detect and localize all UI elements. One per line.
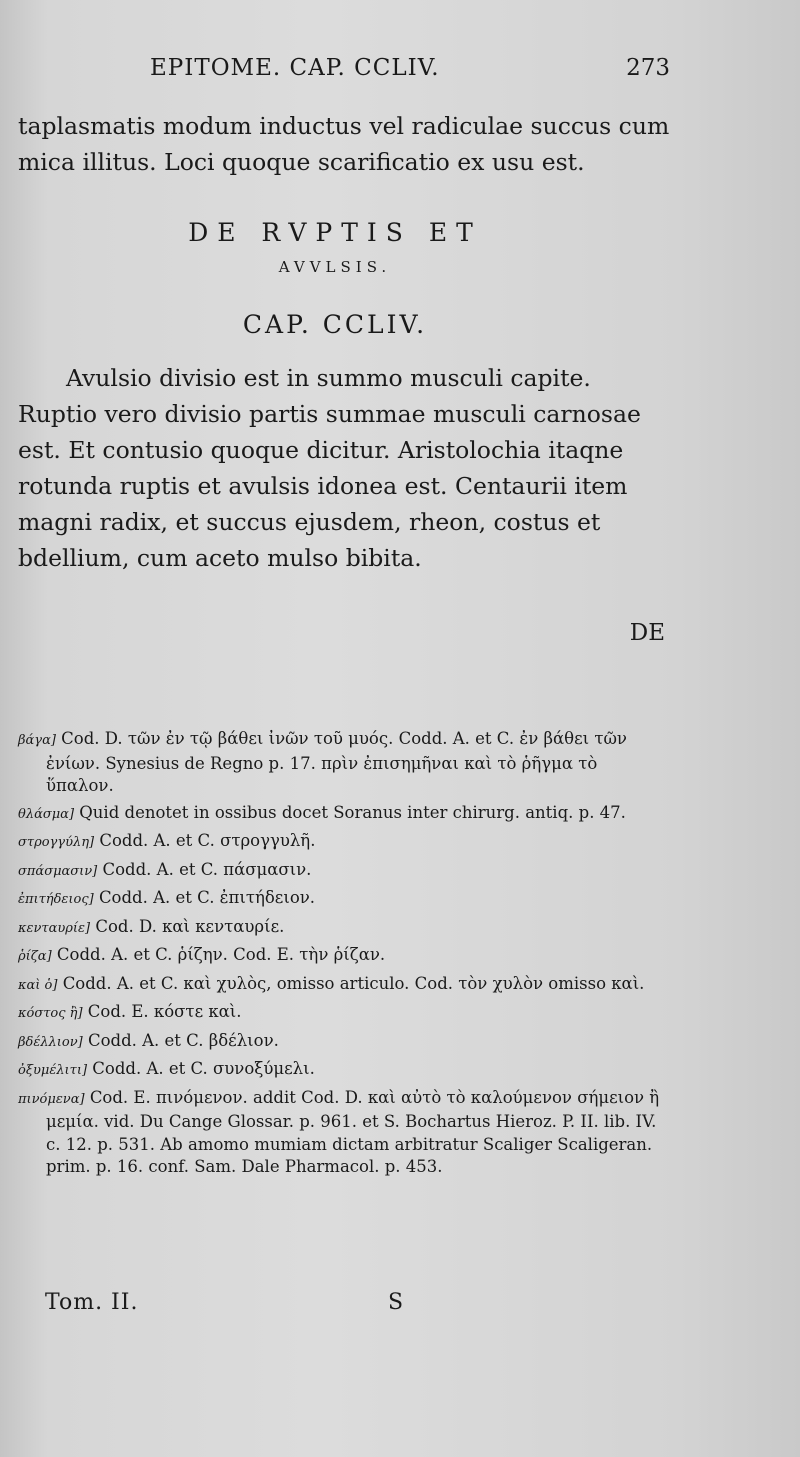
footnote-lemma: ὀξυμέλιτι] bbox=[18, 1063, 88, 1078]
footnote-lemma: πινόμενα] bbox=[18, 1091, 85, 1107]
footnote-text: Codd. A. et C. καὶ χυλὸς, omisso articulo. Cod. τὸν χυλὸν omisso καὶ. bbox=[62, 973, 645, 993]
footnote bbox=[18, 859, 665, 884]
footnote-lemma: ῥίζα] bbox=[18, 949, 52, 964]
footnote-lemma: καὶ ὁ] bbox=[18, 977, 58, 993]
footnote-text: Codd. A. et C. στρογγυλῆ. bbox=[99, 831, 316, 850]
footnote bbox=[18, 1087, 665, 1179]
intro-text bbox=[18, 108, 670, 180]
text-line: rotunda ruptis et avulsis idonea est. Centaurii item bbox=[18, 472, 628, 500]
text-line: Ruptio vero divisio partis summae musculi carnosae bbox=[18, 400, 641, 428]
text-line: est. Et contusio quoque dicitur. Aristolochia itaqne bbox=[18, 436, 624, 464]
gathering-signature: S bbox=[388, 1290, 404, 1315]
footnote-lemma: στρογγύλη] bbox=[18, 835, 95, 850]
footnote-text: Codd. A. et C. ἐπιτήδειον. bbox=[98, 888, 316, 907]
footnote-lemma: βάγα] bbox=[18, 733, 56, 748]
footnote bbox=[18, 973, 665, 998]
footnote bbox=[18, 1030, 665, 1055]
footnote-text: Cod. D. τῶν ἐν τῷ βάθει ἰνῶν τοῦ μυός. Codd. A. et C. ἐν βάθει τῶν ἐνίων. Synesius de Regno p. 17. πρὶν ἐπισημῆναι καὶ τὸ ῥῆγμα τὸ ὕπαλον. bbox=[46, 729, 627, 795]
footnote-text: Cod. E. κόστε καὶ. bbox=[87, 1002, 242, 1021]
volume-signature: Tom. II. bbox=[45, 1290, 139, 1315]
catchword: DE bbox=[629, 620, 665, 646]
footnote-lemma: θλάσμα] bbox=[18, 806, 75, 822]
text-line: bdellium, cum aceto mulso bibita. bbox=[18, 544, 422, 572]
footnote-text: Quid denotet in ossibus docet Soranus inter chirurg. antiq. p. 47. bbox=[79, 802, 626, 822]
chapter-heading: CAP. CCLIV. bbox=[242, 310, 428, 339]
running-title: EPITOME. CAP. CCLIV. bbox=[150, 55, 440, 81]
footnote bbox=[18, 1058, 665, 1083]
footnote-text: Codd. A. et C. ῥίζην. Cod. E. τὴν ῥίζαν. bbox=[56, 945, 386, 964]
text-line: taplasmatis modum inductus vel radiculae succus cum bbox=[18, 112, 670, 140]
footnote-text: Cod. D. καὶ κενταυρίε. bbox=[95, 916, 285, 936]
footnote bbox=[18, 887, 665, 912]
section-title: DE RVPTIS ET bbox=[188, 218, 482, 247]
footnote-lemma: κόστος ἢ] bbox=[18, 1006, 83, 1021]
footnote bbox=[18, 944, 665, 969]
text-line: magni radix, et succus ejusdem, rheon, costus et bbox=[18, 508, 601, 536]
footnote-lemma: κενταυρίε] bbox=[18, 920, 91, 936]
text-line: mica illitus. Loci quoque scarificatio ex usu est. bbox=[18, 148, 585, 176]
footnote-lemma: σπάσμασιν] bbox=[18, 863, 98, 879]
section-subtitle: AVVLSIS. bbox=[278, 258, 392, 276]
footnote-text: Codd. A. et C. πάσμασιν. bbox=[102, 859, 312, 879]
chapter-paragraph bbox=[18, 360, 665, 576]
footnote bbox=[18, 802, 665, 827]
page-number: 273 bbox=[626, 55, 670, 81]
footnote bbox=[18, 916, 665, 941]
footnote-text: Codd. A. et C. βδέλιον. bbox=[87, 1030, 279, 1050]
text-line: Avulsio divisio est in summo musculi capite. bbox=[66, 364, 591, 392]
footnote-lemma: βδέλλιον] bbox=[18, 1034, 83, 1050]
footnotes bbox=[18, 728, 665, 1183]
footnote bbox=[18, 1001, 665, 1026]
footnote-lemma: ἐπιτήδειος] bbox=[18, 892, 94, 907]
footnote-text: Codd. A. et C. συνοξύμελι. bbox=[92, 1059, 315, 1078]
footnote bbox=[18, 728, 665, 798]
footnote-text: Cod. E. πινόμενον. addit Cod. D. καὶ αὐτὸ τὸ καλούμενον σήμειον ἢ μεμία. vid. Du Cange Glossar. p. 961. et S. Bochartus Hieroz. P. II. lib. IV. c. 12. p. 531. Ab amomo mumiam dictam arbitratur Scaliger Scaligeran. prim. p. 16. conf. Sam. Dale Pharmacol. p. 453. bbox=[46, 1087, 660, 1176]
footnote bbox=[18, 830, 665, 855]
